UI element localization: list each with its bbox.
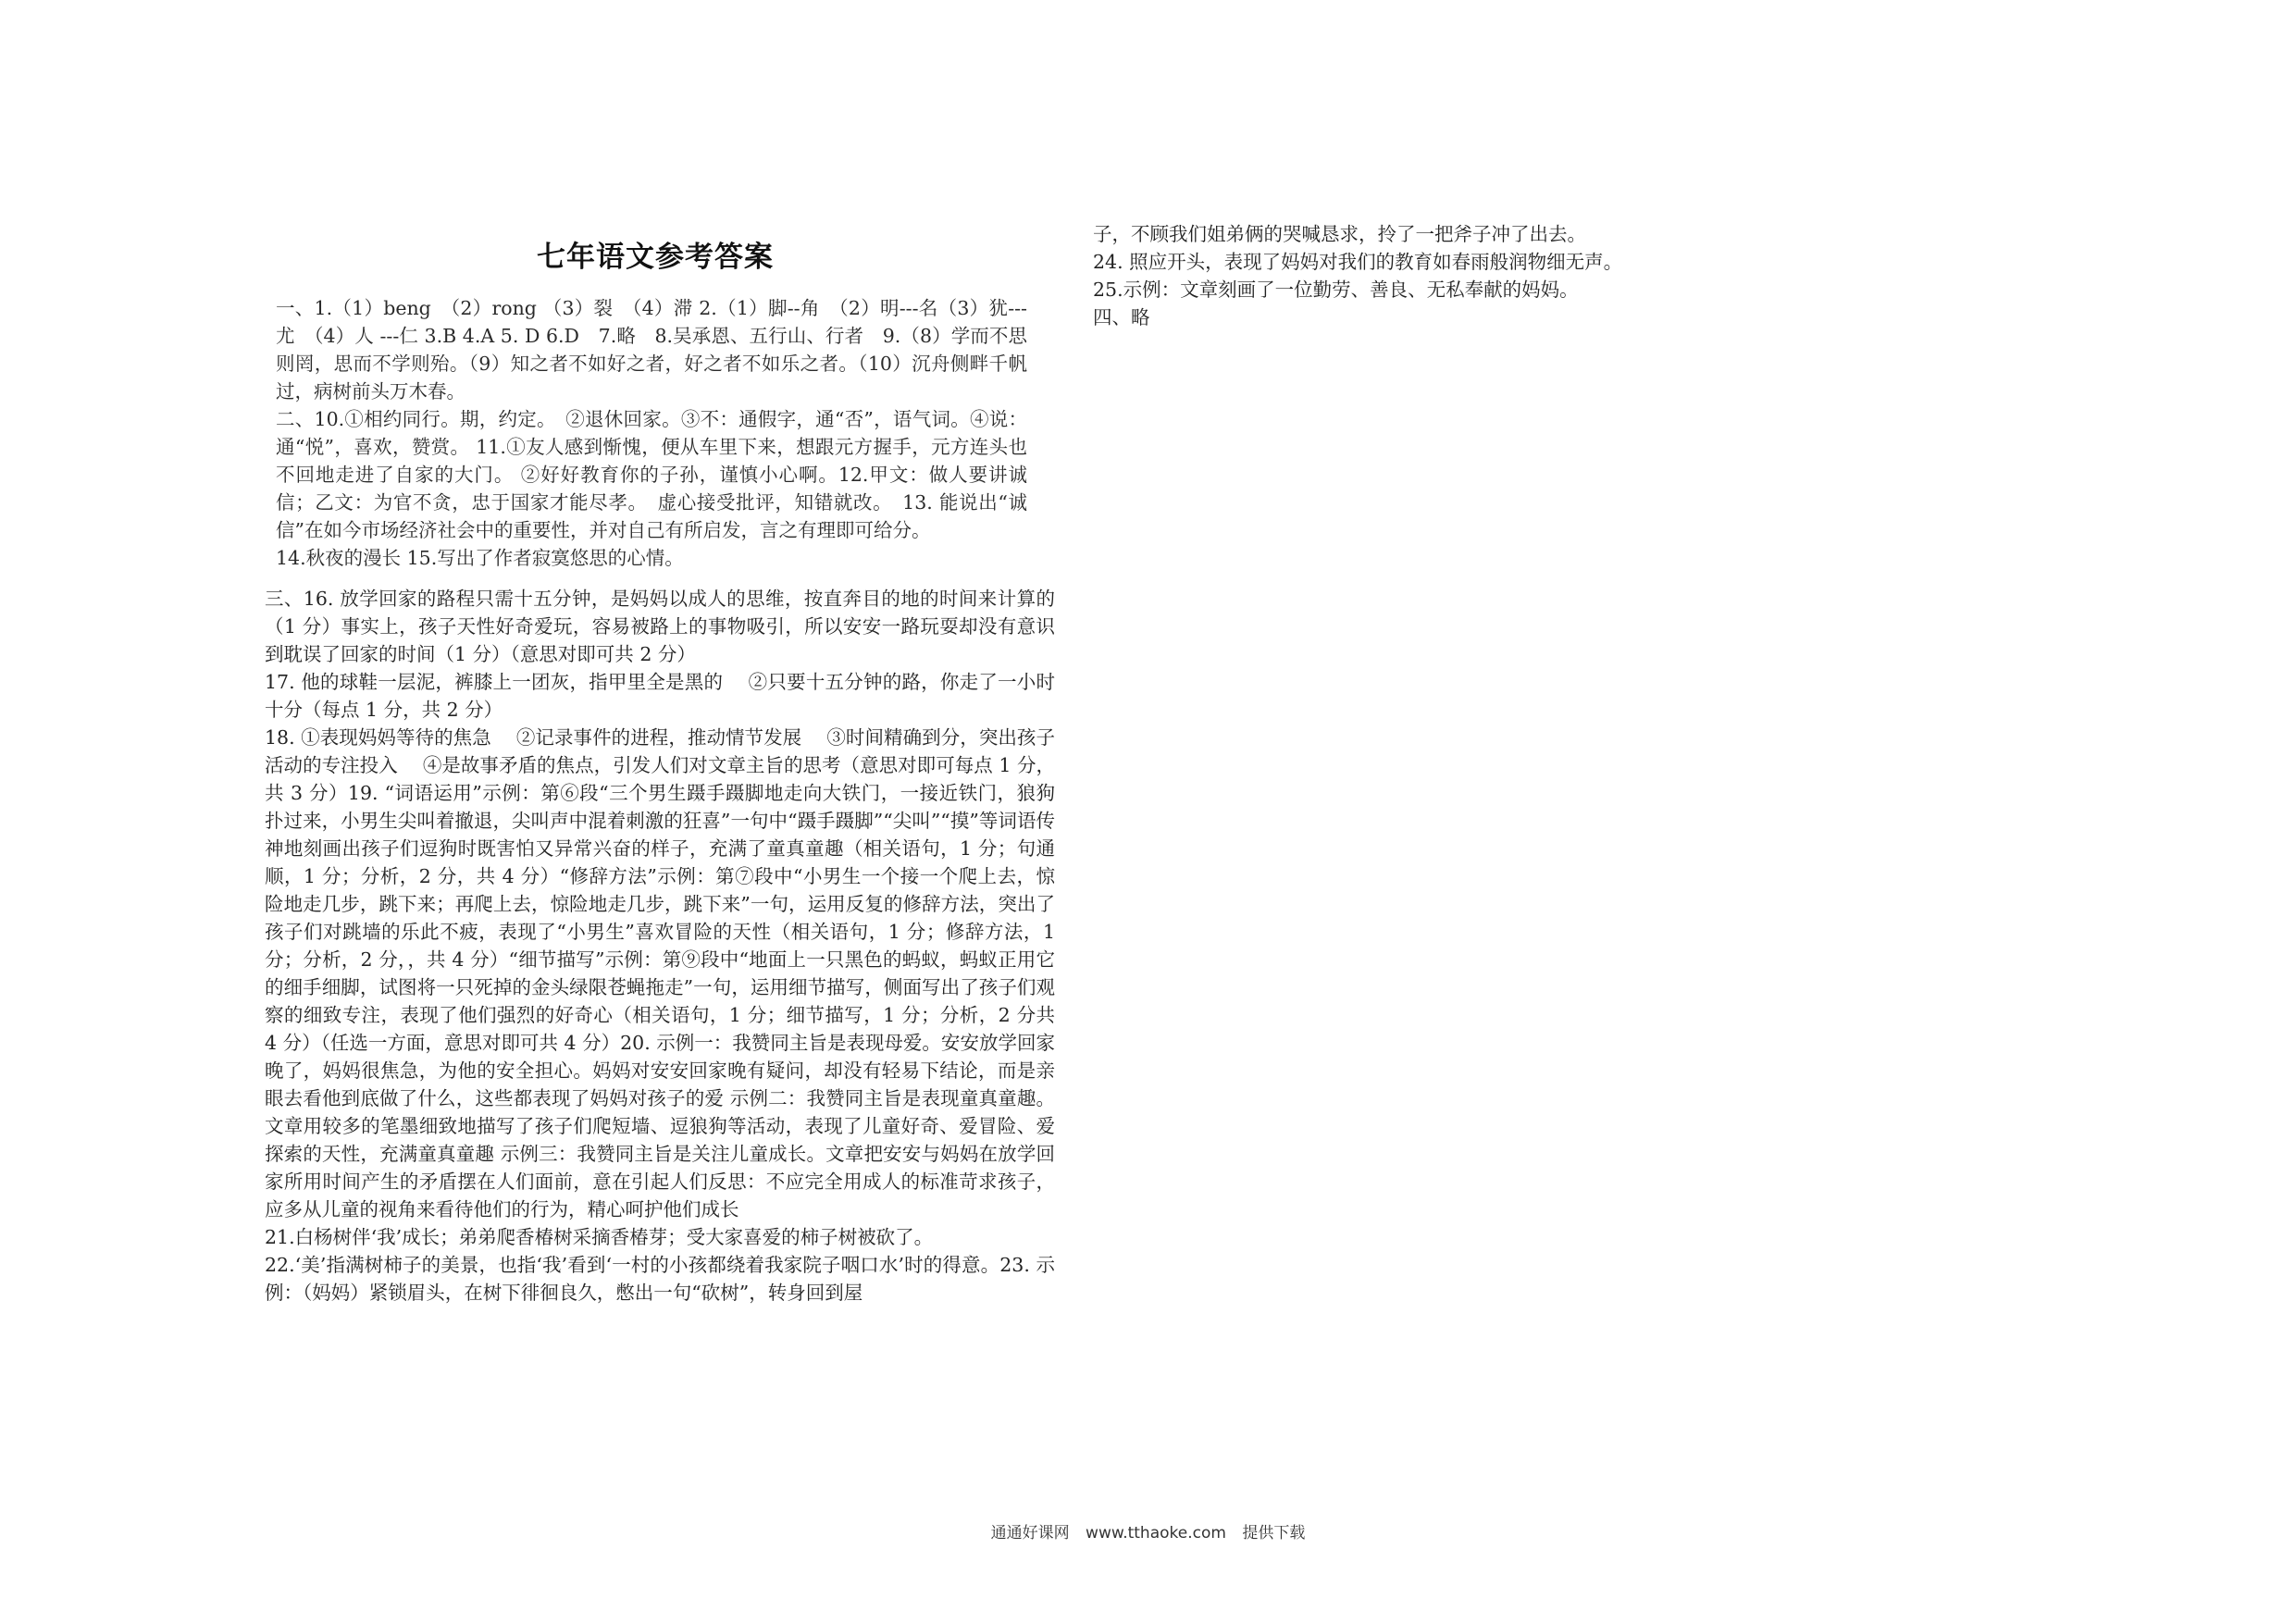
answer-section-two: 二、10.①相约同行。期，约定。 ②退休回家。③不：通假字，通“否”，语气词。④说：通“悦”，喜欢，赞赏。 11.①友人感到惭愧，便从车里下来，想跟元方握手，元方连头也不回地走进了自家的大门。 ②好好教育你的子孙，谨慎小心啊。12.甲文：做人要讲诚信；乙文：为官不贪，忠于国家才能尽孝。 虚心接受批评，知错就改。 13. 能说出“诚信”在如今市场经济社会中的重要性，并对自己有所启发，言之有理即可给分。 — [276, 408, 1027, 541]
page-footer — [0, 1519, 2296, 1542]
answers-part-three — [265, 585, 1055, 1307]
answer-24: 24. 照应开头，表现了妈妈对我们的教育如春雨般润物细无声。 — [1093, 251, 1623, 273]
answer-section-one: 一、1.（1）beng （2）rong （3）裂 （4）滞 2.（1）脚--角 （2）明---名（3）犹---尤 （4）人 ---仁 3.B 4.A 5. D 6.D 7.略 8.吴承恩、五行山、行者 9.（8）学而不思则罔，思而不学则殆。（9）知之者不如好之者，好之者不如乐之者。（10）沉舟侧畔千帆过，病树前头万木春。 — [276, 297, 1027, 403]
footer-url[interactable]: www.tthaoke.com — [1086, 1524, 1226, 1542]
page-title: 七年语文参考答案 — [537, 241, 774, 274]
answers-part-one-two — [276, 294, 1027, 572]
answer-21: 21.白杨树伴‘我’成长；弟弟爬香椿树采摘香椿芽；受大家喜爱的柿子树被砍了。 — [265, 1226, 934, 1248]
answer-16: 三、16. 放学回家的路程只需十五分钟，是妈妈以成人的思维，按直奔目的地的时间来计算的（1 分）事实上，孩子天性好奇爱玩，容易被路上的事物吸引，所以安安一路玩耍却没有意识到耽误了回家的时间（1 分）（意思对即可共 2 分） — [265, 588, 1055, 665]
footer-site-name: 通通好课网 — [990, 1524, 1070, 1542]
answer-section-four: 四、略 — [1093, 306, 1150, 328]
answers-right-column — [1093, 220, 1981, 331]
answer-25: 25.示例：文章刻画了一位勤劳、善良、无私奉献的妈妈。 — [1093, 279, 1579, 301]
answer-18-20: 18. ①表现妈妈等待的焦急 ②记录事件的进程，推动情节发展 ③时间精确到分，突出孩子活动的专注投入 ④是故事矛盾的焦点，引发人们对文章主旨的思考（意思对即可每点 1 分，共 3 分）19. “词语运用”示例：第⑥段“三个男生蹑手蹑脚地走向大铁门，一接近铁门，狼狗扑过来，小男生尖叫着撤退，尖叫声中混着刺激的狂喜”一句中“蹑手蹑脚”“尖叫”“摸”等词语传神地刻画出孩子们逗狗时既害怕又异常兴奋的样子，充满了童真童趣（相关语句，1 分；句通顺，1 分；分析，2 分，共 4 分）“修辞方法”示例：第⑦段中“小男生一个接一个爬上去，惊险地走几步，跳下来；再爬上去，惊险地走几步，跳下来”一句，运用反复的修辞方法，突出了孩子们对跳墙的乐此不疲，表现了“小男生”喜欢冒险的天性（相关语句，1 分；修辞方法，1 分；分析，2 分，，共 4 分）“细节描写”示例：第⑨段中“地面上一只黑色的蚂蚁，蚂蚁正用它的细手细脚，试图将一只死掉的金头绿限苍蝇拖走”一句，运用细节描写，侧面写出了孩子们观察的细致专注，表现了他们强烈的好奇心（相关语句，1 分；细节描写，1 分；分析，2 分共 4 分）（任选一方面，意思对即可共 4 分）20. 示例一：我赞同主旨是表现母爱。安安放学回家晚了，妈妈很焦急，为他的安全担心。妈妈对安安回家晚有疑问，却没有轻易下结论，而是亲眼去看他到底做了什么，这些都表现了妈妈对孩子的爱 示例二：我赞同主旨是表现童真童趣。文章用较多的笔墨细致地描写了孩子们爬短墙、逗狼狗等活动，表现了儿童好奇、爱冒险、爱探索的天性，充满童真童趣 示例三：我赞同主旨是关注儿童成长。文章把安安与妈妈在放学回家所用时间产生的矛盾摆在人们面前，意在引起人们反思：不应完全用成人的标准苛求孩子，应多从儿童的视角来看待他们的行为，精心呵护他们成长 — [265, 726, 1055, 1220]
footer-note: 提供下载 — [1242, 1524, 1306, 1542]
answer-22-23: 22.‘美’指满树柿子的美景，也指‘我’看到‘一村的小孩都绕着我家院子咽口水’时的得意。23. 示例：（妈妈）紧锁眉头，在树下徘徊良久，憋出一句“砍树”，转身回到屋 — [265, 1254, 1055, 1304]
answer-14-15: 14.秋夜的漫长 15.写出了作者寂寞悠思的心情。 — [276, 547, 684, 569]
answer-23-continued: 子，不顾我们姐弟俩的哭喊恳求，拎了一把斧子冲了出去。 — [1093, 223, 1586, 245]
answer-17: 17. 他的球鞋一层泥，裤膝上一团灰，指甲里全是黑的 ②只要十五分钟的路，你走了一小时十分（每点 1 分，共 2 分） — [265, 671, 1055, 721]
